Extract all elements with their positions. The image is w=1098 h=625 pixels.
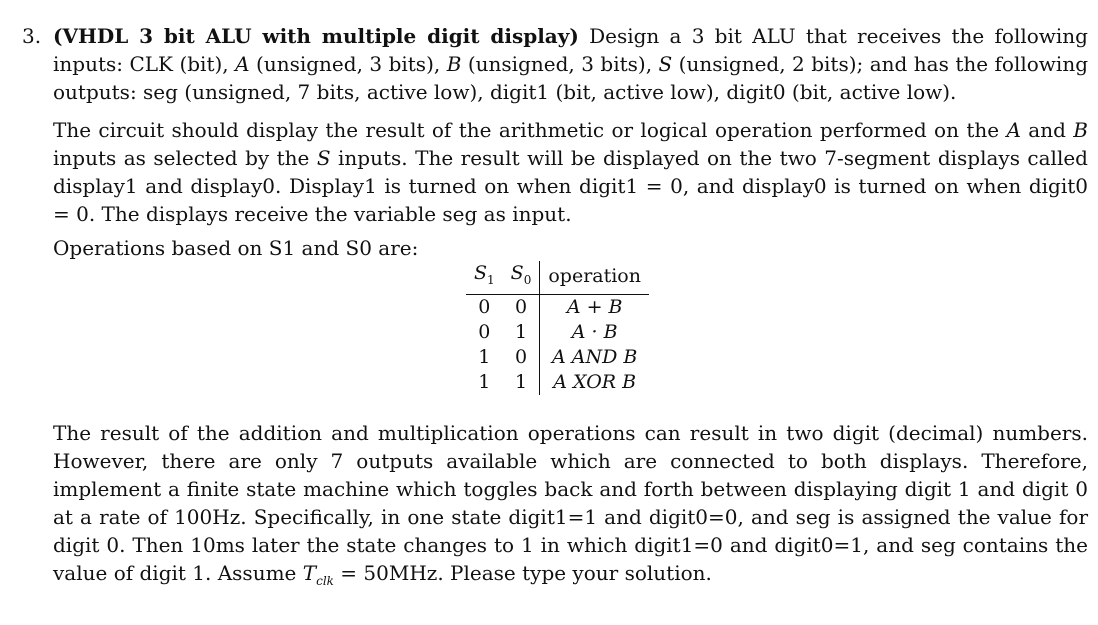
cell-s0: 0 (514, 295, 528, 318)
problem-number: 3. (22, 24, 42, 48)
cell-s1: 1 (478, 345, 491, 368)
cell-s1: 0 (478, 295, 491, 318)
header-operation: operation (540, 261, 649, 294)
para2-var-b: B (1073, 118, 1088, 142)
problem-title: (VHDL 3 bit ALU with multiple digit display) (53, 24, 579, 48)
var-a: A (235, 52, 250, 76)
cell-operation: A · B (540, 320, 649, 345)
table-row (466, 294, 649, 320)
cell-operation: A + B (540, 294, 649, 320)
tclk-symbol: $T_{clk}$ (302, 561, 334, 588)
cell-s1: 0 (478, 320, 491, 343)
table-row (466, 370, 649, 395)
para2-var-a: A (1006, 118, 1021, 142)
var-s: S (658, 52, 673, 76)
para2-var-s: S (316, 146, 331, 170)
cell-operation: A AND B (540, 345, 649, 370)
fsm-description (53, 419, 1088, 595)
intro-text-c: (unsigned, 2 bits); and has the following outputs: seg (unsigned, 7 bits, active low), digit1 (bit, active low), digit0 (bit, active low). (53, 52, 1089, 104)
table-header-row (466, 261, 649, 294)
previous-problem-cutoff (0, 0, 1098, 6)
cell-s0: 1 (514, 370, 528, 393)
cell-s0: 0 (514, 345, 528, 368)
header-s1: $S_1$ (466, 261, 503, 294)
intro-text-b: (unsigned, 3 bits), (461, 52, 659, 76)
para4-post: = 50MHz. Please type your solution. (333, 561, 712, 585)
operations-intro: Operations based on S1 and S0 are: (53, 236, 419, 260)
para2-mid: inputs as selected by the (53, 146, 317, 170)
para2-post: inputs. The result will be displayed on the two 7-segment displays called display1 and display0. Display1 is turned on when digit1 = 0, and display0 is turned on when digit0 = 0. The displays receive the variable seg as input. (53, 146, 1088, 226)
cell-s1: 1 (478, 370, 491, 393)
cell-operation: A XOR B (540, 370, 649, 395)
para2-text: The circuit should display the result of the arithmetic or logical operation performed on the (53, 118, 1007, 142)
intro-text: Design a 3 bit ALU that receives the following inputs: CLK (bit), (53, 24, 1088, 76)
intro-text-a: (unsigned, 3 bits), (249, 52, 447, 76)
table-row (466, 320, 649, 345)
operations-table (466, 261, 649, 395)
display-description (53, 116, 1088, 228)
var-b: B (446, 52, 462, 76)
problem-intro (53, 22, 1088, 106)
header-s0: $S_0$ (503, 261, 540, 294)
para4-text: The result of the addition and multiplication operations can result in two digit (decimal) numbers. However, there are only 7 outputs available which are connected to both displays. Therefore, implement a finite state machine which toggles back and forth between displaying digit 1 and digit 0 at a rate of 100Hz. Specifically, in one state digit1=1 and digit0=0, and seg is assigned the value for digit 0. Then 10ms later the state changes to 1 in which digit1=0 and digit0=1, and seg contains the value of digit 1. Assume (53, 421, 1088, 585)
cell-s0: 1 (514, 320, 528, 343)
para2-and: and (1020, 118, 1074, 142)
table-row (466, 345, 649, 370)
